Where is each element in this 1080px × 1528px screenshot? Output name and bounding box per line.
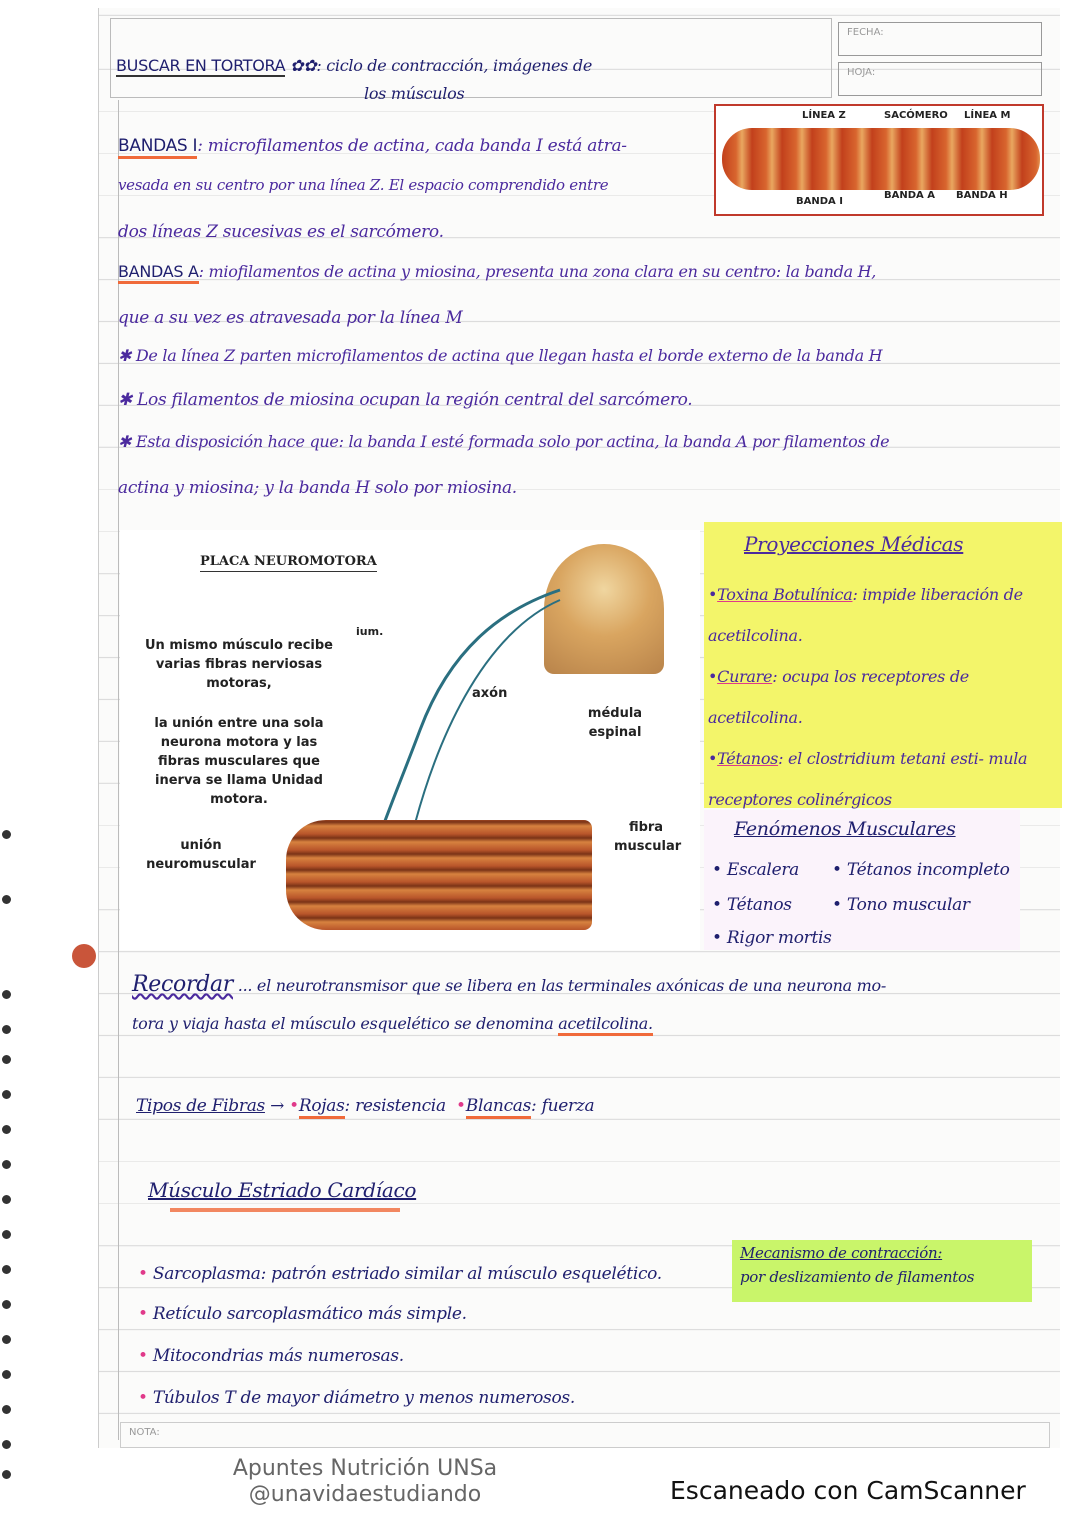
proyecciones-title: Proyecciones Médicas — [744, 532, 964, 556]
recordar-text2: tora y viaja hasta el músculo esquelético se denomina — [132, 1014, 559, 1033]
footer-line2: @unavidaestudiando — [248, 1482, 482, 1507]
mecanismo-title: Mecanismo de contracción: — [740, 1244, 943, 1262]
note-star3-line2: actina y miosina; y la banda H solo por miosina. — [118, 478, 517, 498]
hoja-box — [838, 62, 1042, 96]
bandas-a-text: : miofilamentos de actina y miosina, presenta una zona clara en su centro: la banda H, — [198, 262, 877, 281]
cardiaco-title: Músculo Estriado Cardíaco — [148, 1178, 417, 1202]
text-curare: : ocupa los receptores de acetilcolina. — [708, 667, 969, 727]
note-star1: ✱ De la línea Z parten microfilamentos de actina que llegan hasta el borde externo de la banda H — [118, 346, 883, 365]
page-title — [116, 56, 592, 75]
flower-icon: ✿✿ — [290, 56, 317, 75]
text-toxina: : impide liberación de acetilcolina. — [708, 585, 1023, 645]
recordar-line2 — [132, 1014, 653, 1033]
tipos-fibras: Tipos de Fibras → •Rojas: resistencia •Blancas: fuerza — [136, 1096, 594, 1116]
note-star2: ✱ Los filamentos de miosina ocupan la región central del sarcómero. — [118, 390, 693, 410]
cardiaco-item: • Mitocondrias más numerosas. — [138, 1346, 404, 1366]
neuromotor-figure — [120, 530, 700, 950]
cardiaco-item-text: Retículo sarcoplasmático más simple. — [152, 1304, 467, 1324]
proyeccion-item: •Toxina Botulínica: impide liberación de acetilcolina. — [708, 585, 1023, 645]
recordar-text1: ... el neurotransmisor que se libera en las terminales axónicas de una neurona mo- — [237, 976, 886, 995]
proyeccion-item: •Tétanos: el clostridium tetani esti- mula receptores colinérgicos — [708, 749, 1028, 809]
label-linea-z: LÍNEA Z — [802, 110, 846, 121]
term-toxina: Toxina Botulínica — [717, 585, 853, 604]
fibra-roja: Rojas — [299, 1096, 345, 1119]
label-fibra: fibra muscular — [614, 820, 682, 854]
label-text1: Un mismo músculo recibe varias fibras nerviosas motoras, — [144, 638, 333, 691]
recordar-line1 — [132, 972, 886, 997]
fenomeno-item: • Tétanos incompleto — [832, 860, 1010, 880]
muscle-fiber-bundle-image — [286, 820, 592, 930]
title-underline — [170, 1208, 400, 1212]
term-curare: Curare — [717, 667, 773, 686]
red-dot — [72, 944, 96, 968]
text-tetanos: : el clostridium tetani esti- mula receptores colinérgicos — [708, 749, 1028, 809]
nota-label: NOTA: — [129, 1427, 160, 1438]
label-banda-a: BANDA A — [884, 190, 935, 201]
fenomeno-item: • Tono muscular — [832, 895, 970, 915]
bandas-i-line3: dos líneas Z sucesivas es el sarcómero. — [118, 222, 444, 242]
fecha-label: FECHA: — [847, 27, 884, 38]
title-rest: : ciclo de contracción, imágenes de — [316, 56, 592, 75]
fibras-label: Tipos de Fibras — [136, 1096, 265, 1116]
arrow-icon: → — [270, 1096, 285, 1116]
footer-line1: Apuntes Nutrición UNSa — [232, 1456, 498, 1481]
cardiaco-item-text: Mitocondrias más numerosas. — [152, 1346, 404, 1366]
label-sarcomero: SACÓMERO — [884, 110, 948, 121]
fenomeno-tetanos: Tétanos — [726, 895, 792, 915]
label-union: unión neuromuscular — [146, 838, 256, 872]
label-text2: la unión entre una sola neurona motora y las fibras musculares que inerva se llama Unidad motora. — [154, 716, 324, 807]
sarcomere-figure — [714, 104, 1044, 216]
recordar-term: acetilcolina. — [558, 1014, 653, 1036]
bandas-i-label: BANDAS I — [118, 136, 197, 159]
bandas-a-line1 — [118, 262, 876, 281]
footer-credit — [200, 1456, 530, 1508]
mecanismo-box — [732, 1240, 1032, 1302]
fenomeno-tono: Tono muscular — [846, 895, 970, 915]
hoja-label: HOJA: — [847, 67, 876, 78]
fecha-box — [838, 22, 1042, 56]
fenomeno-item: • Tétanos — [712, 895, 792, 915]
fenomeno-item: • Escalera — [712, 860, 799, 880]
cardiaco-item-text: Sarcoplasma: patrón estriado similar al músculo esquelético. — [152, 1264, 662, 1284]
nota-box — [120, 1422, 1050, 1448]
label-axon: axón — [472, 686, 508, 701]
label-banda-i: BANDA I — [796, 196, 843, 207]
fibra-blanca-text: : fuerza — [531, 1096, 595, 1116]
title-line2: los músculos — [364, 84, 465, 103]
bandas-a-label: BANDAS A — [118, 262, 199, 284]
fibra-roja-text: : resistencia — [344, 1096, 446, 1116]
title-prefix: BUSCAR EN TORTORA — [116, 56, 286, 75]
recordar-label: Recordar — [132, 972, 233, 997]
cardiaco-item: • Túbulos T de mayor diámetro y menos numerosos. — [138, 1388, 575, 1408]
label-ium: ium. — [356, 625, 384, 638]
fenomeno-tetanos-incompleto: Tétanos incompleto — [846, 860, 1010, 880]
proyeccion-item: •Curare: ocupa los receptores de acetilcolina. — [708, 667, 969, 727]
label-linea-m: LÍNEA M — [964, 110, 1011, 121]
bandas-i-line1 — [118, 136, 627, 156]
cardiaco-item: • Sarcoplasma: patrón estriado similar al músculo esquelético. — [138, 1264, 662, 1284]
fibra-blanca: Blancas — [466, 1096, 531, 1119]
camscanner-watermark: Escaneado con CamScanner — [670, 1476, 1026, 1505]
fenomenos-title: Fenómenos Musculares — [734, 818, 956, 840]
term-tetanos: Tétanos — [717, 749, 779, 768]
bandas-i-text: : microfilamentos de actina, cada banda I está atra- — [197, 136, 627, 156]
fenomeno-item: • Rigor mortis — [712, 928, 832, 948]
bandas-a-line2: que a su vez es atravesada por la línea M — [118, 308, 463, 328]
mecanismo-text: por deslizamiento de filamentos — [740, 1268, 975, 1286]
cardiaco-item: • Retículo sarcoplasmático más simple. — [138, 1304, 467, 1324]
fenomeno-escalera: Escalera — [726, 860, 799, 880]
note-star3-line1: ✱ Esta disposición hace que: la banda I esté formada solo por actina, la banda A por filamentos de — [118, 432, 890, 451]
fenomeno-rigor: Rigor mortis — [726, 928, 832, 948]
muscle-fiber-image — [722, 128, 1040, 190]
margin-line — [118, 100, 119, 1440]
bandas-i-line2: vesada en su centro por una línea Z. El espacio comprendido entre — [118, 176, 609, 194]
label-banda-h: BANDA H — [956, 190, 1008, 201]
label-medula: médula espinal — [587, 706, 643, 740]
figure-title: PLACA NEUROMOTORA — [200, 552, 377, 572]
cardiaco-item-text: Túbulos T de mayor diámetro y menos numerosos. — [152, 1388, 575, 1408]
